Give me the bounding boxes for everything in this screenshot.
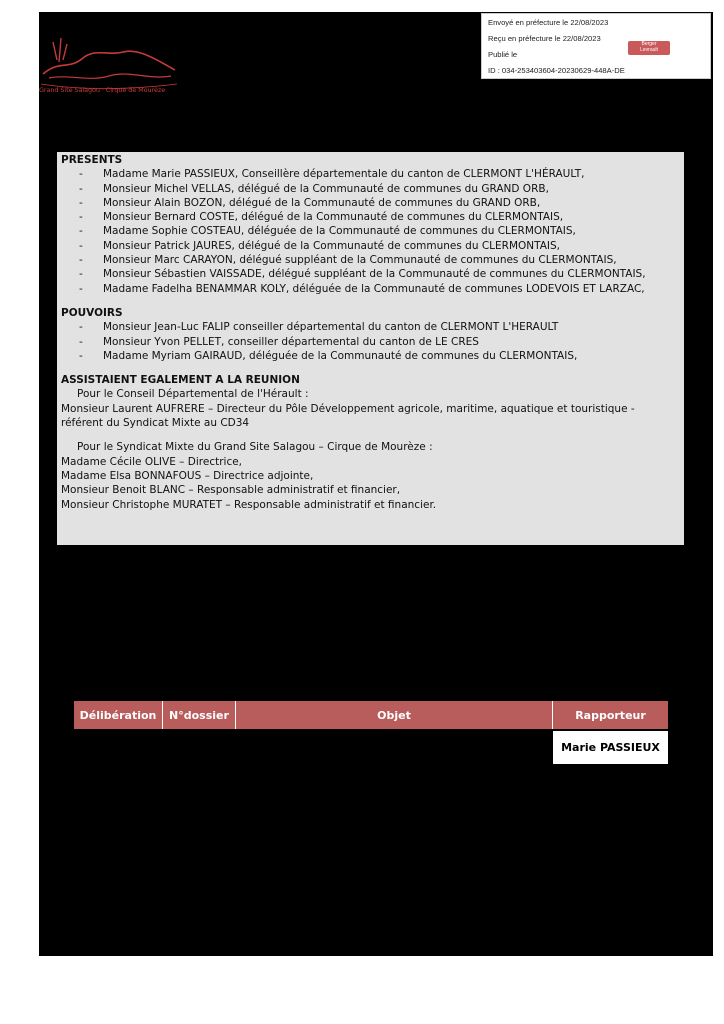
list-item: - Monsieur Alain BOZON, délégué de la Communauté de communes du GRAND ORB,	[79, 196, 541, 209]
assistaient-title: ASSISTAIENT EGALEMENT A LA REUNION	[61, 374, 300, 387]
stamp-published: Publié le	[488, 50, 518, 59]
sm-member: Madame Elsa BONNAFOUS – Directrice adjointe,	[61, 469, 314, 482]
cd-intro: Pour le Conseil Départemental de l'Hérault :	[77, 388, 309, 401]
header-dossier: N°dossier	[163, 701, 236, 729]
attendance-section	[57, 152, 684, 545]
sm-member: Monsieur Christophe MURATET – Responsable administratif et financier.	[61, 498, 437, 511]
logo-caption: Grand Site Salagou · Cirque de Mourèze	[39, 86, 166, 94]
deliberation-table	[74, 701, 668, 765]
header-rapporteur: Rapporteur	[553, 701, 668, 729]
list-item: - Monsieur Sébastien VAISSADE, délégué suppléant de la Communauté de communes du CLERMONTAIS,	[79, 268, 646, 281]
rapporteur-cell: Marie PASSIEUX	[553, 731, 668, 764]
list-item: - Monsieur Patrick JAURES, délégué de la Communauté de communes du CLERMONTAIS,	[79, 239, 561, 252]
stamp-sent: Envoyé en préfecture le 22/08/2023	[488, 18, 609, 27]
header-deliberation: Délibération	[74, 701, 163, 729]
sm-member: Madame Cécile OLIVE – Directrice,	[61, 455, 243, 468]
stamp-received: Reçu en préfecture le 22/08/2023	[488, 34, 601, 43]
stamp-id: ID : 034-253403604-20230629-448A-DE	[488, 66, 625, 75]
presents-title: PRESENTS	[61, 154, 123, 166]
list-item: - Madame Marie PASSIEUX, Conseillère départementale du canton de CLERMONT L'HÉRAULT,	[79, 168, 585, 181]
list-item: - Madame Myriam GAIRAUD, déléguée de la Communauté de communes du CLERMONTAIS,	[79, 349, 578, 362]
berger-levrault-logo-icon: Berger Levrault	[628, 41, 670, 55]
list-item: - Monsieur Bernard COSTE, délégué de la Communauté de communes du CLERMONTAIS,	[79, 211, 564, 224]
list-item: - Madame Fadelha BENAMMAR KOLY, déléguée de la Communauté de communes LODEVOIS ET LARZAC,	[79, 282, 645, 295]
presents-list	[61, 167, 680, 296]
list-item: - Monsieur Michel VELLAS, délégué de la Communauté de communes du GRAND ORB,	[79, 182, 549, 195]
sm-intro: Pour le Syndicat Mixte du Grand Site Salagou – Cirque de Mourèze :	[77, 441, 433, 454]
list-item: - Monsieur Yvon PELLET, conseiller départemental du canton de LE CRES	[79, 335, 479, 348]
list-item: - Madame Sophie COSTEAU, déléguée de la Communauté de communes du CLERMONTAIS,	[79, 225, 576, 238]
list-item: - Monsieur Jean-Luc FALIP conseiller départemental du canton de CLERMONT L'HERAULT	[79, 321, 559, 334]
pouvoirs-list	[61, 320, 680, 363]
table-row	[74, 729, 668, 765]
table-header	[74, 701, 668, 729]
list-item: - Monsieur Marc CARAYON, délégué suppléant de la Communauté de communes du CLERMONTAIS,	[79, 254, 617, 267]
cd-member: Monsieur Laurent AUFRERE – Directeur du Pôle Développement agricole, maritime, aquatique et touristique - référent du Syndicat Mixte au CD34	[61, 402, 635, 430]
header-objet: Objet	[236, 701, 553, 729]
pouvoirs-title: POUVOIRS	[61, 306, 123, 319]
sm-member: Monsieur Benoit BLANC – Responsable administratif et financier,	[61, 484, 401, 497]
prefecture-stamp	[481, 13, 711, 79]
